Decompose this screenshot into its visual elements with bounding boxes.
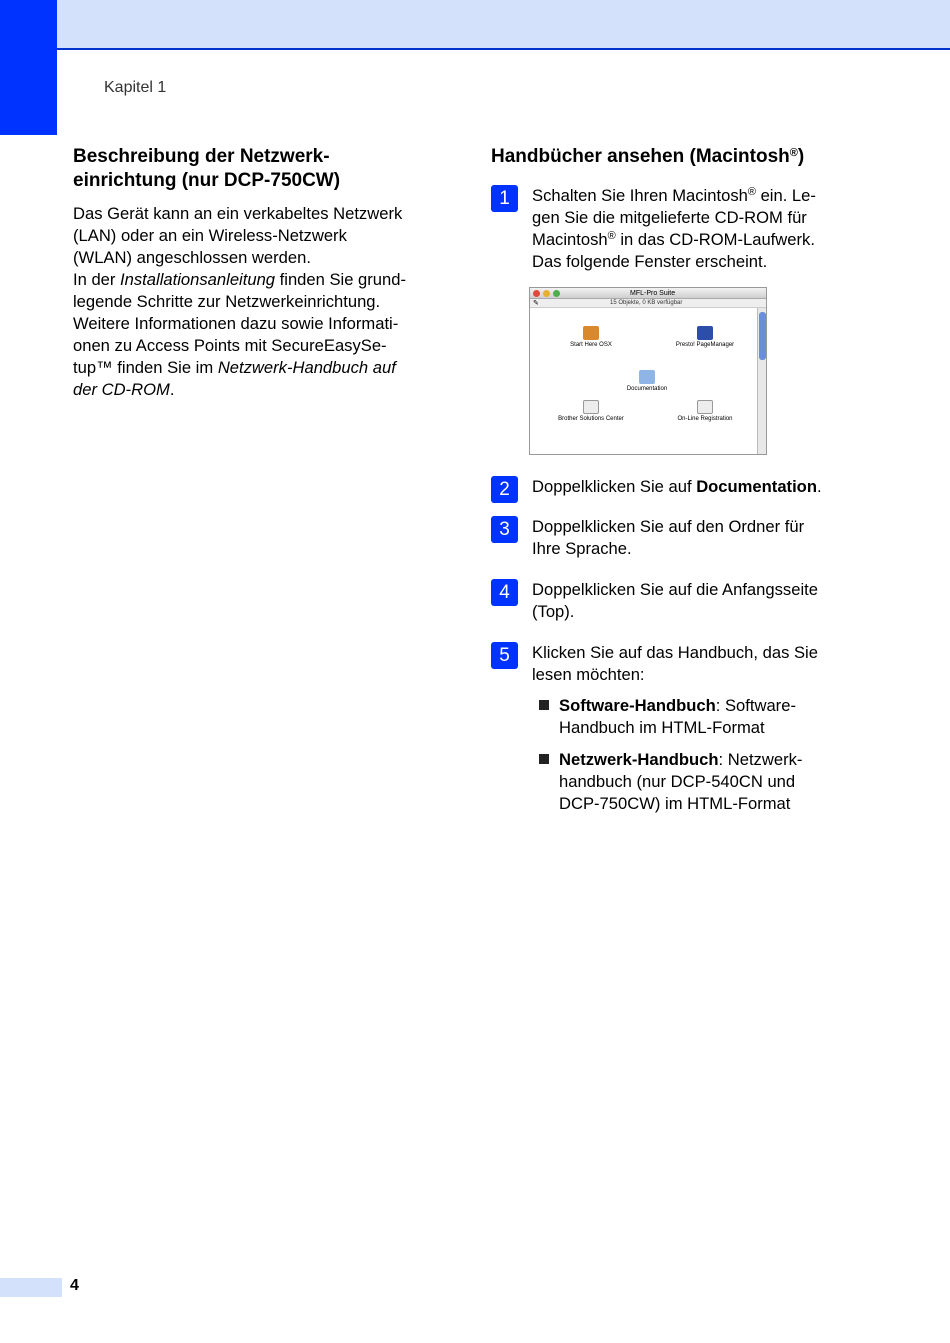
mac-item-start-here: Start Here OSX <box>546 326 636 348</box>
step-5 <box>491 642 891 690</box>
mac-finder-window-screenshot <box>529 287 767 455</box>
mac-window-content <box>530 308 766 454</box>
section-title-manuals: Handbücher ansehen (Macintosh®) <box>491 146 805 167</box>
mac-status-text: 15 Objekte, 0 KB verfügbar <box>610 300 683 306</box>
minimize-icon <box>543 290 550 297</box>
step-number-2: 2 <box>491 476 518 503</box>
mac-item-solutions-center: Brother Solutions Center <box>546 400 636 422</box>
step-5-text: Klicken Sie auf das Handbuch, das Sie lesen möchten: <box>532 643 818 684</box>
step-2 <box>491 476 891 502</box>
step-number-1: 1 <box>491 185 518 212</box>
right-column <box>491 145 891 813</box>
step-number-4: 4 <box>491 579 518 606</box>
square-bullet-icon <box>539 754 549 764</box>
document-icon <box>697 400 713 414</box>
mac-item-registration: On-Line Registration <box>660 400 750 422</box>
presto-icon <box>697 326 713 340</box>
step-number-5: 5 <box>491 642 518 669</box>
step-1 <box>491 185 891 281</box>
mac-titlebar <box>530 288 766 299</box>
step-4 <box>491 579 891 627</box>
chapter-tab <box>0 0 57 135</box>
mac-window-title: MFL-Pro Suite <box>630 290 676 297</box>
document-icon <box>583 400 599 414</box>
folder-icon <box>639 370 655 384</box>
step-3-text: Doppelklicken Sie auf den Ordner für Ihre Sprache. <box>532 517 805 558</box>
header-band <box>0 0 950 50</box>
zoom-icon <box>553 290 560 297</box>
step-2-text: Doppelklicken Sie auf Documentation. <box>532 477 822 496</box>
section-title-network: Beschreibung der Netzwerk- einrichtung (nur DCP-750CW) <box>73 146 341 191</box>
step-number-3: 3 <box>491 516 518 543</box>
mac-scrollbar <box>757 308 766 454</box>
bullet-software-handbuch: Software-Handbuch: Software- Handbuch im HTML-Format <box>539 695 859 741</box>
step-4-text: Doppelklicken Sie auf die Anfangsseite (Top). <box>532 580 818 621</box>
network-paragraph-1: Das Gerät kann an ein verkabeltes Netzwerk (LAN) oder an ein Wireless-Netzwerk (WLAN) angeschlossen werden. <box>73 204 403 267</box>
step-1-text: Schalten Sie Ihren Macintosh® ein. Le- gen Sie die mitgelieferte CD-ROM für Macintosh® in das CD-ROM-Laufwerk. Das folgende Fenster erscheint. <box>532 186 816 271</box>
chapter-label: Kapitel 1 <box>104 79 167 96</box>
page-number: 4 <box>70 1277 79 1294</box>
mac-item-documentation: Documentation <box>602 370 692 392</box>
mac-item-presto: Presto! PageManager <box>660 326 750 348</box>
mac-scroll-thumb <box>759 312 766 360</box>
close-icon <box>533 290 540 297</box>
left-column <box>73 145 443 401</box>
square-bullet-icon <box>539 700 549 710</box>
pin-icon: ✎ <box>533 300 539 307</box>
bullet-netzwerk-handbuch: Netzwerk-Handbuch: Netzwerk- handbuch (nur DCP-540CN und DCP-750CW) im HTML-Format <box>539 749 859 817</box>
mac-statusbar <box>530 299 766 308</box>
page-number-band <box>0 1278 62 1297</box>
step-3 <box>491 516 891 564</box>
package-icon <box>583 326 599 340</box>
network-paragraph-2: In der Installationsanleitung finden Sie grund- legende Schritte zur Netzwerkeinrichtung. Weitere Informationen dazu sowie Informati- onen zu Access Points mit SecureEasySe- tup™ finden Sie im Netzwerk-Handbuch auf der CD-ROM. <box>73 270 407 399</box>
